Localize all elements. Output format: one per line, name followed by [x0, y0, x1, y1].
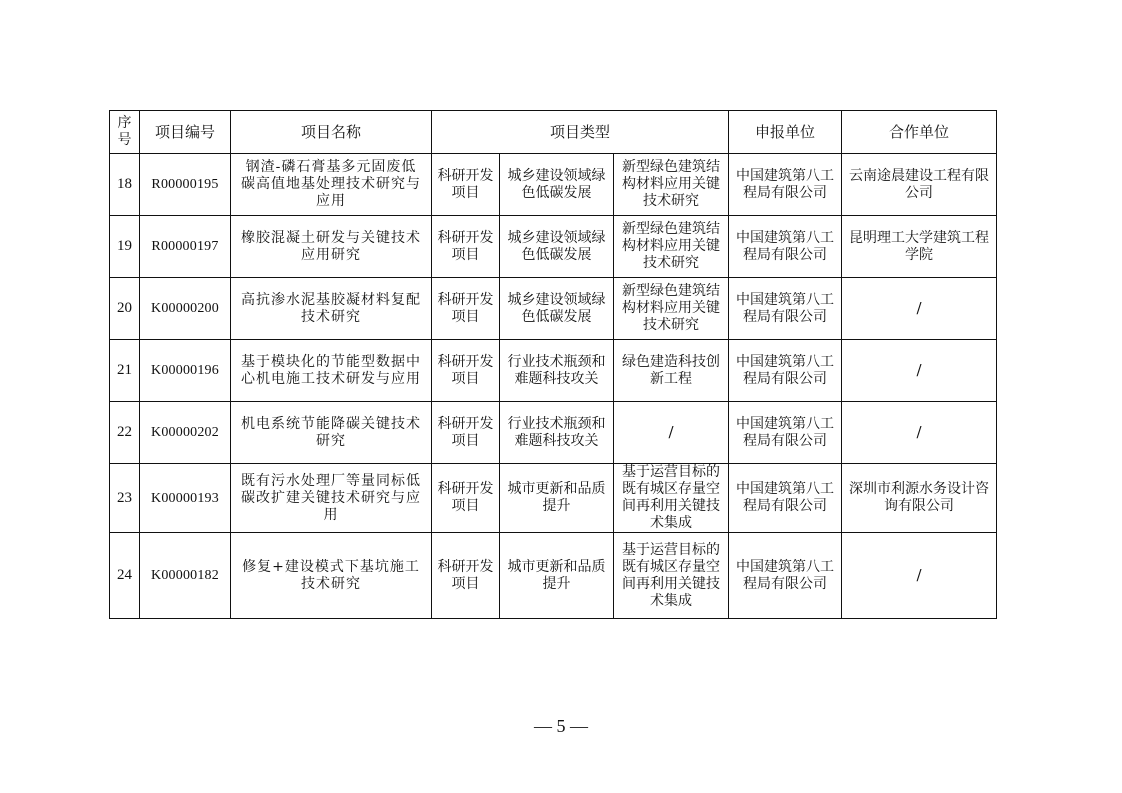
cell-applicant: 中国建筑第八工程局有限公司 [729, 154, 842, 216]
cell-applicant: 中国建筑第八工程局有限公司 [729, 402, 842, 464]
table-row [110, 464, 997, 533]
project-table-container [109, 110, 997, 619]
cell-topic: 基于运营目标的既有城区存量空间再利用关键技术集成 [614, 464, 729, 533]
cell-code: R00000195 [140, 154, 231, 216]
cell-category: 科研开发项目 [432, 533, 500, 619]
table-row [110, 402, 997, 464]
cell-seq: 22 [110, 402, 140, 464]
cell-code: K00000182 [140, 533, 231, 619]
cell-applicant: 中国建筑第八工程局有限公司 [729, 340, 842, 402]
header-type: 项目类型 [432, 111, 729, 154]
cell-topic: 新型绿色建筑结构材料应用关键技术研究 [614, 216, 729, 278]
cell-seq: 24 [110, 533, 140, 619]
header-seq-line2: 号 [117, 132, 132, 148]
cell-field: 行业技术瓶颈和难题科技攻关 [500, 402, 614, 464]
cell-code: K00000196 [140, 340, 231, 402]
cell-seq: 20 [110, 278, 140, 340]
cell-code: K00000193 [140, 464, 231, 533]
cell-code: K00000200 [140, 278, 231, 340]
cell-seq: 19 [110, 216, 140, 278]
cell-topic: 新型绿色建筑结构材料应用关键技术研究 [614, 154, 729, 216]
cell-name: 修复+建设模式下基坑施工技术研究 [231, 533, 432, 619]
cell-field: 行业技术瓶颈和难题科技攻关 [500, 340, 614, 402]
cell-seq: 21 [110, 340, 140, 402]
cell-partner: 云南途晨建设工程有限公司 [842, 154, 997, 216]
cell-seq: 18 [110, 154, 140, 216]
cell-topic: 绿色建造科技创新工程 [614, 340, 729, 402]
header-name: 项目名称 [231, 111, 432, 154]
cell-name: 既有污水处理厂等量同标低碳改扩建关键技术研究与应用 [231, 464, 432, 533]
header-applicant: 申报单位 [729, 111, 842, 154]
cell-field: 城市更新和品质提升 [500, 464, 614, 533]
cell-name: 机电系统节能降碳关键技术研究 [231, 402, 432, 464]
cell-topic: 新型绿色建筑结构材料应用关键技术研究 [614, 278, 729, 340]
cell-code: K00000202 [140, 402, 231, 464]
cell-topic: / [614, 402, 729, 464]
header-seq-line1: 序 [117, 115, 132, 131]
header-row [110, 111, 997, 154]
cell-partner: / [842, 340, 997, 402]
project-table [109, 110, 997, 619]
cell-name: 基于模块化的节能型数据中心机电施工技术研发与应用 [231, 340, 432, 402]
cell-category: 科研开发项目 [432, 154, 500, 216]
table-row [110, 154, 997, 216]
cell-name: 钢渣-磷石膏基多元固废低碳高值地基处理技术研究与应用 [231, 154, 432, 216]
table-row [110, 533, 997, 619]
cell-field: 城乡建设领域绿色低碳发展 [500, 216, 614, 278]
cell-partner: / [842, 402, 997, 464]
cell-name: 高抗渗水泥基胶凝材料复配技术研究 [231, 278, 432, 340]
header-seq [110, 111, 140, 154]
cell-name: 橡胶混凝土研发与关键技术应用研究 [231, 216, 432, 278]
cell-code: R00000197 [140, 216, 231, 278]
cell-field: 城市更新和品质提升 [500, 533, 614, 619]
cell-seq: 23 [110, 464, 140, 533]
table-row [110, 340, 997, 402]
cell-category: 科研开发项目 [432, 216, 500, 278]
cell-category: 科研开发项目 [432, 340, 500, 402]
table-row [110, 216, 997, 278]
cell-applicant: 中国建筑第八工程局有限公司 [729, 533, 842, 619]
cell-applicant: 中国建筑第八工程局有限公司 [729, 278, 842, 340]
cell-category: 科研开发项目 [432, 402, 500, 464]
cell-applicant: 中国建筑第八工程局有限公司 [729, 216, 842, 278]
cell-partner: 深圳市利源水务设计咨询有限公司 [842, 464, 997, 533]
cell-applicant: 中国建筑第八工程局有限公司 [729, 464, 842, 533]
cell-category: 科研开发项目 [432, 278, 500, 340]
cell-category: 科研开发项目 [432, 464, 500, 533]
table-row [110, 278, 997, 340]
header-code: 项目编号 [140, 111, 231, 154]
cell-partner: / [842, 533, 997, 619]
page-number: — 5 — [534, 716, 588, 736]
cell-partner: / [842, 278, 997, 340]
cell-field: 城乡建设领域绿色低碳发展 [500, 154, 614, 216]
cell-topic: 基于运营目标的既有城区存量空间再利用关键技术集成 [614, 533, 729, 619]
cell-field: 城乡建设领域绿色低碳发展 [500, 278, 614, 340]
cell-partner: 昆明理工大学建筑工程学院 [842, 216, 997, 278]
header-partner: 合作单位 [842, 111, 997, 154]
